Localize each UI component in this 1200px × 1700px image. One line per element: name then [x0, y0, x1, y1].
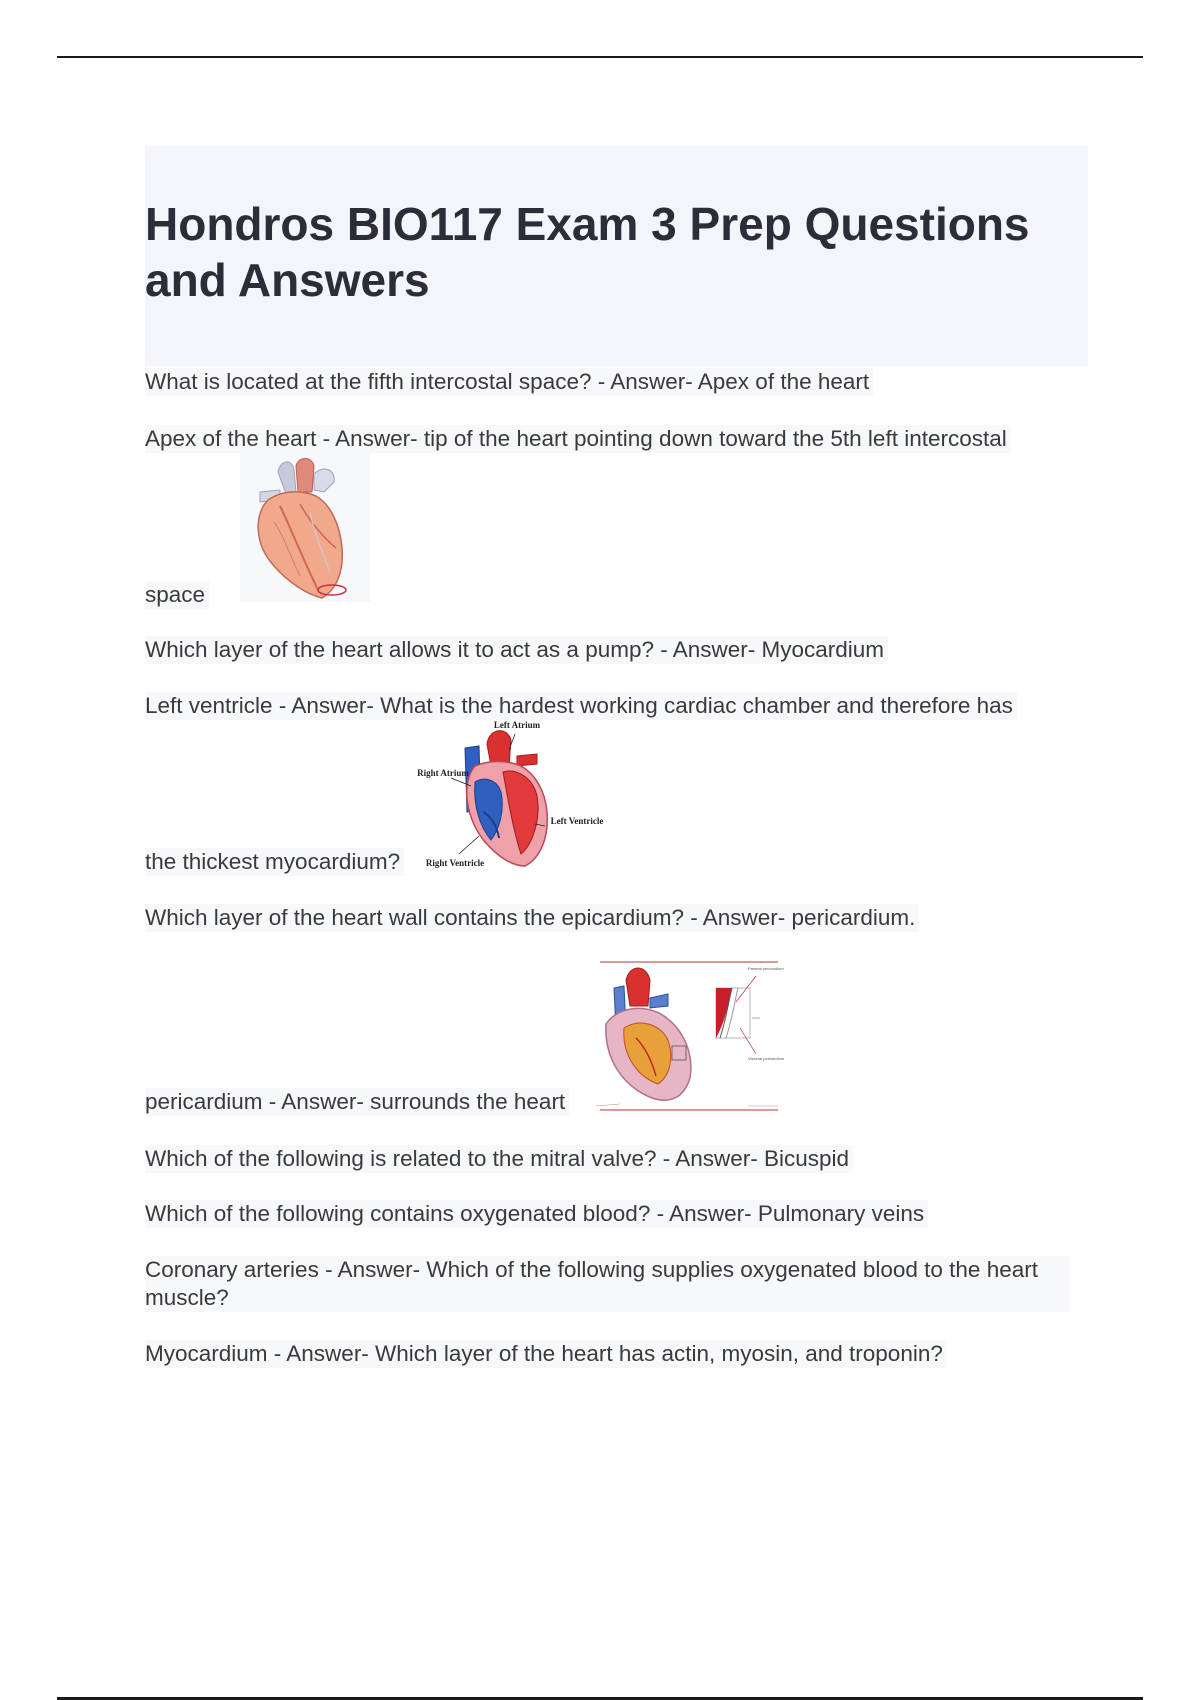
entry-4-continuation: the thickest myocardium? [145, 848, 404, 876]
label-parietal-pericardium: Parietal pericardium [748, 966, 784, 971]
svg-text:Left Ventricle [551, 816, 604, 826]
entry-9: Coronary arteries - Answer- Which of the following supplies oxygenated blood to the heart muscle? [145, 1256, 1069, 1312]
label-right-ventricle: Right Ventricle [425, 858, 485, 868]
heart-chambers-diagram [417, 720, 610, 878]
document-title: Hondros BIO117 Exam 3 Prep Questions and Answers [145, 198, 1030, 306]
svg-text:Right Atrium [417, 768, 469, 778]
heart-apex-illustration [240, 452, 370, 602]
entry-2: Apex of the heart - Answer- tip of the heart pointing down toward the 5th left intercostal [145, 425, 1011, 453]
label-right-atrium: Right Atrium [417, 768, 469, 778]
entry-6: pericardium - Answer- surrounds the heart [145, 1088, 569, 1116]
entry-10: Myocardium - Answer- Which layer of the heart has actin, myosin, and troponin? [145, 1340, 947, 1368]
label-visceral-pericardium: Visceral pericardium [748, 1056, 785, 1061]
entry-8: Which of the following contains oxygenated blood? - Answer- Pulmonary veins [145, 1200, 928, 1228]
entry-3: Which layer of the heart allows it to act as a pump? - Answer- Myocardium [145, 636, 888, 664]
svg-text:Visceral pericardium [748, 1056, 785, 1061]
label-left-ventricle: Left Ventricle [550, 816, 604, 826]
pericardium-diagram [596, 958, 785, 1114]
label-left-atrium: Left Atrium [493, 720, 541, 730]
svg-text:Left Atrium [494, 720, 541, 730]
entry-1: What is located at the fifth intercostal space? - Answer- Apex of the heart [145, 368, 873, 396]
top-rule [57, 56, 1143, 58]
entry-2-continuation: space [145, 581, 209, 609]
entry-4: Left ventricle - Answer- What is the hardest working cardiac chamber and therefore has [145, 692, 1017, 720]
entry-5: Which layer of the heart wall contains the epicardium? - Answer- pericardium. [145, 904, 919, 932]
svg-text:Parietal pericardium [748, 966, 784, 971]
svg-text:Right Ventricle [426, 858, 484, 868]
entry-7: Which of the following is related to the mitral valve? - Answer- Bicuspid [145, 1145, 853, 1173]
